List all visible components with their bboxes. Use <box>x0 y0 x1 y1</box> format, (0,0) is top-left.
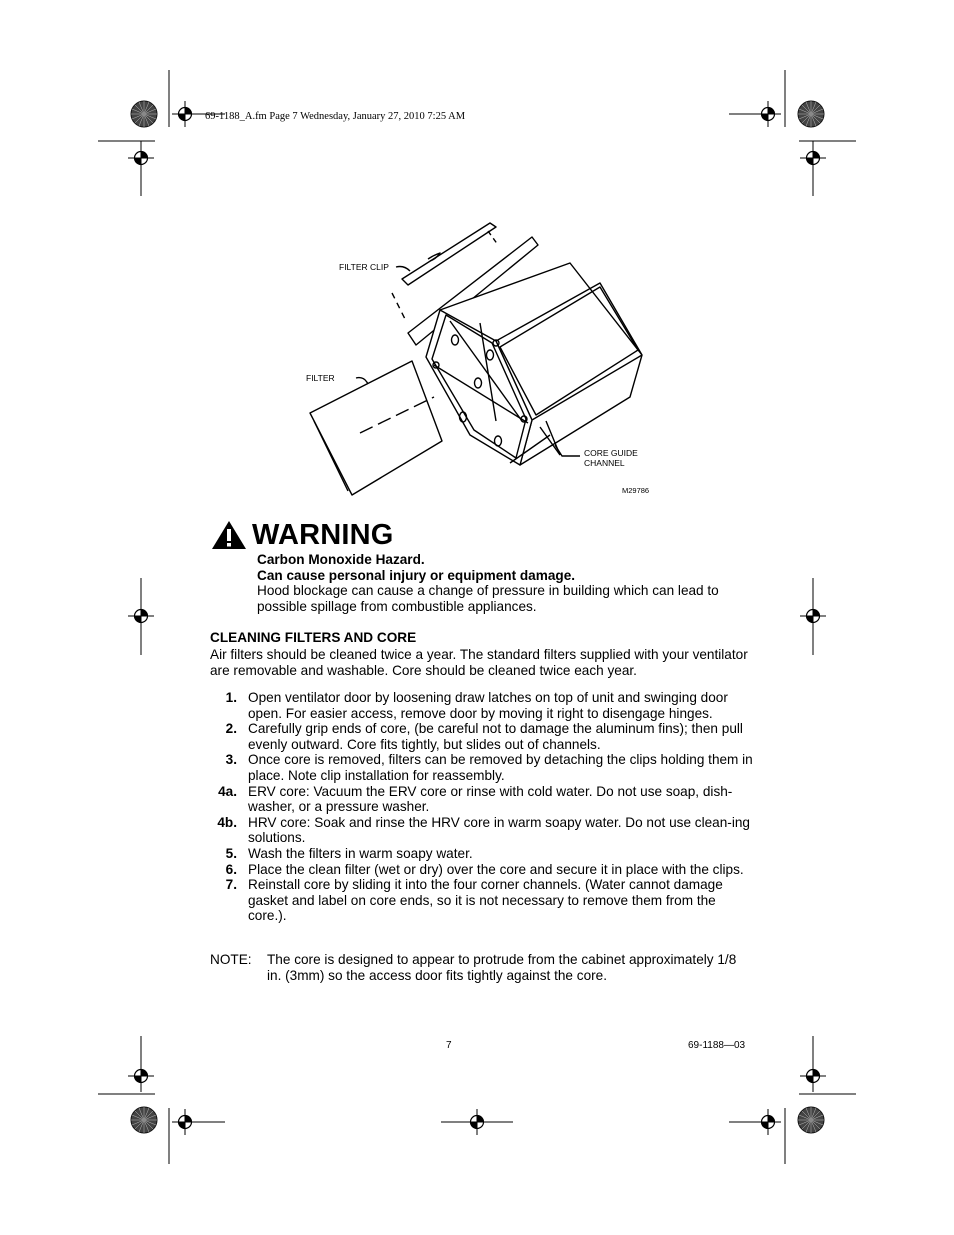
step-item: 3. Once core is removed, filters can be removed by detaching the clips holding them in place. Note clip installation for reassembly. <box>225 752 753 783</box>
step-item: 1. Open ventilator door by loosening draw latches on top of unit and swinging door open. For easier access, remove door by moving it right to disengage hinges. <box>225 690 728 721</box>
section-heading: CLEANING FILTERS AND CORE <box>210 630 417 645</box>
step-item: 7. Reinstall core by sliding it into the four corner channels. (Water cannot damage gasket and label on core ends, so it is not necessary to remove them from the core.). <box>225 877 723 924</box>
step-item: 5. Wash the filters in warm soapy water. <box>225 845 473 861</box>
section-intro: Air filters should be cleaned twice a year. The standard filters supplied with your ventilator are removable and washable. Core should be cleaned twice each year. <box>210 647 748 678</box>
warning-triangle-icon <box>210 519 248 551</box>
warning-hazard: Carbon Monoxide Hazard. <box>257 552 425 567</box>
warning-detail: Hood blockage can cause a change of pressure in building which can lead to possible spillage from combustible appliances. <box>257 583 719 614</box>
warning-title: WARNING <box>252 519 394 551</box>
file-slug: 69-1188_A.fm Page 7 Wednesday, January 27, 2010 7:25 AM <box>205 111 466 122</box>
label-channel: CHANNEL <box>584 458 625 468</box>
label-filter-clip: FILTER CLIP <box>339 262 389 272</box>
warning-consequence: Can cause personal injury or equipment damage. <box>257 567 576 583</box>
note-text: The core is designed to appear to protrude from the cabinet approximately 1/8 in. (3mm) so the access door fits tightly against the core. <box>267 952 737 983</box>
filter-core-illustration <box>300 215 660 505</box>
note-label: NOTE: <box>210 952 252 967</box>
label-filter: FILTER <box>306 373 335 383</box>
page-number: 7 <box>446 1040 452 1051</box>
note-block <box>210 952 750 983</box>
procedure-steps <box>210 690 755 924</box>
warning-header <box>210 518 394 552</box>
figure-code: M29786 <box>622 486 650 495</box>
step-item: 4b. HRV core: Soak and rinse the HRV core in warm soapy water. Do not use clean-ing solutions. <box>217 814 750 846</box>
step-item: 4a. ERV core: Vacuum the ERV core or rinse with cold water. Do not use soap, dish-washer, or a pressure washer. <box>218 783 733 815</box>
label-core-guide: CORE GUIDE <box>584 448 638 458</box>
warning-body <box>257 552 757 614</box>
document-number: 69-1188—03 <box>688 1040 746 1051</box>
step-item: 2. Carefully grip ends of core, (be careful not to damage the aluminum fins); then pull evenly outward. Core fits tightly, but slides out of channels. <box>225 721 743 752</box>
step-item: 6. Place the clean filter (wet or dry) over the core and secure it in place with the clips. <box>225 861 744 877</box>
